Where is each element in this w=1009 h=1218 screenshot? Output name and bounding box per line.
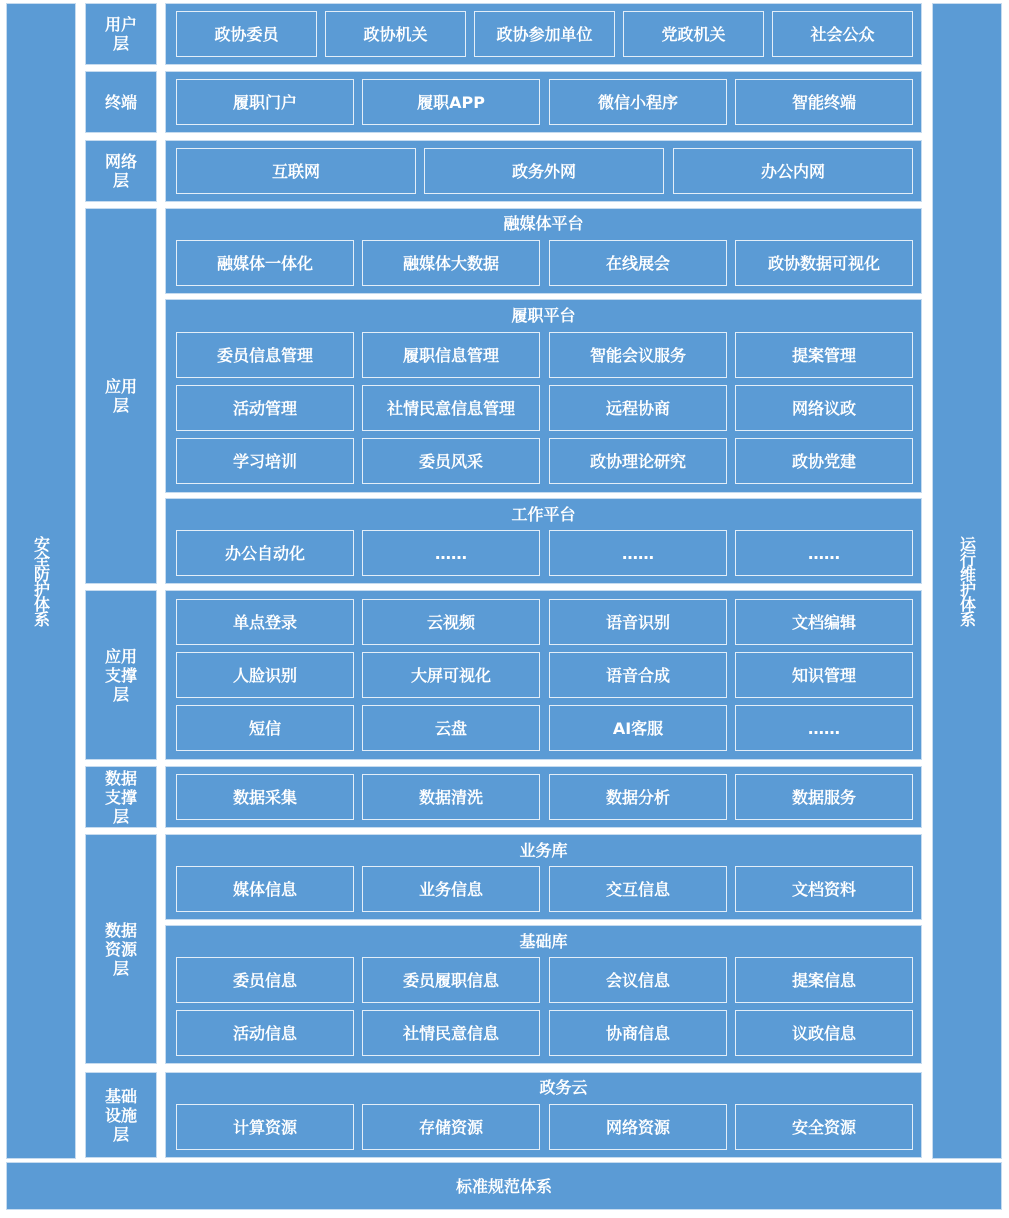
app-support-item: 单点登录 [176, 599, 354, 645]
user-item: 社会公众 [772, 11, 913, 57]
network-item: 办公内网 [673, 148, 913, 194]
duty-platform-item: 活动管理 [176, 385, 354, 431]
infrastructure-layer-label: 基础 设施 层 [104, 1086, 137, 1144]
base-db-item: 活动信息 [176, 1010, 354, 1056]
base-db-item: 委员信息 [176, 957, 354, 1003]
business-db-item: 业务信息 [362, 866, 540, 912]
duty-platform-item: 社情民意信息管理 [362, 385, 540, 431]
duty-platform-item: 政协理论研究 [549, 438, 727, 484]
app-support-item: 文档编辑 [735, 599, 913, 645]
app-support-item: 人脸识别 [176, 652, 354, 698]
data-support-item: 数据采集 [176, 774, 354, 820]
duty-platform-item: 智能会议服务 [549, 332, 727, 378]
work-platform-item: …… [735, 530, 913, 576]
work-platform-item: …… [362, 530, 540, 576]
business-db [165, 834, 922, 920]
app-support-item: 云视频 [362, 599, 540, 645]
work-platform [165, 498, 922, 584]
user-layer [165, 3, 922, 65]
network-layer [165, 140, 922, 202]
application-layer-label: 应用 层 [104, 377, 137, 415]
media-platform-item: 在线展会 [549, 240, 727, 286]
work-platform-item: 办公自动化 [176, 530, 354, 576]
gov-cloud [165, 1072, 922, 1158]
user-item: 政协机关 [325, 11, 466, 57]
user-item: 党政机关 [623, 11, 764, 57]
user-layer-label-box [85, 3, 157, 65]
duty-platform-item: 提案管理 [735, 332, 913, 378]
data-support-layer [165, 766, 922, 828]
base-db-item: 委员履职信息 [362, 957, 540, 1003]
terminal-item: 智能终端 [735, 79, 913, 125]
base-db-item: 提案信息 [735, 957, 913, 1003]
terminal-item: 履职门户 [176, 79, 354, 125]
base-db-item: 议政信息 [735, 1010, 913, 1056]
base-db-item: 会议信息 [549, 957, 727, 1003]
standards-system-label: 标准规范体系 [455, 1176, 552, 1196]
duty-platform [165, 299, 922, 493]
network-layer-label-box [85, 140, 157, 202]
duty-platform-item: 委员风采 [362, 438, 540, 484]
data-support-item: 数据服务 [735, 774, 913, 820]
duty-platform-item: 网络议政 [735, 385, 913, 431]
app-support-item: 短信 [176, 705, 354, 751]
user-item: 政协参加单位 [474, 11, 615, 57]
duty-platform-title: 履职平台 [511, 306, 576, 325]
infrastructure-layer-label-box [85, 1072, 157, 1158]
user-layer-label: 用户 层 [104, 15, 137, 53]
standards-system-bar [6, 1162, 1002, 1210]
media-platform-item: 政协数据可视化 [735, 240, 913, 286]
app-support-item: 云盘 [362, 705, 540, 751]
work-platform-title: 工作平台 [511, 505, 576, 524]
media-platform-item: 融媒体大数据 [362, 240, 540, 286]
terminal-layer-label: 终端 [104, 92, 137, 112]
base-db [165, 925, 922, 1064]
user-item: 政协委员 [176, 11, 317, 57]
terminal-item: 微信小程序 [549, 79, 727, 125]
data-resource-layer-label: 数据 资源 层 [104, 920, 137, 978]
network-item: 政务外网 [424, 148, 664, 194]
data-resource-layer-label-box [85, 834, 157, 1064]
gov-cloud-item: 存储资源 [362, 1104, 540, 1150]
data-support-layer-label: 数据 支撑 层 [104, 768, 137, 826]
security-system-label: 安全防护体系 [31, 536, 51, 626]
base-db-item: 社情民意信息 [362, 1010, 540, 1056]
data-support-item: 数据分析 [549, 774, 727, 820]
gov-cloud-item: 网络资源 [549, 1104, 727, 1150]
business-db-item: 媒体信息 [176, 866, 354, 912]
network-layer-label: 网络 层 [104, 152, 137, 190]
terminal-item: 履职APP [362, 79, 540, 125]
duty-platform-item: 学习培训 [176, 438, 354, 484]
security-system-bar [6, 3, 76, 1159]
data-support-layer-label-box [85, 766, 157, 828]
gov-cloud-item: 计算资源 [176, 1104, 354, 1150]
business-db-item: 交互信息 [549, 866, 727, 912]
terminal-layer [165, 71, 922, 133]
business-db-item: 文档资料 [735, 866, 913, 912]
data-support-item: 数据清洗 [362, 774, 540, 820]
duty-platform-item: 政协党建 [735, 438, 913, 484]
app-support-item: …… [735, 705, 913, 751]
operations-system-bar [932, 3, 1002, 1159]
app-support-item: 大屏可视化 [362, 652, 540, 698]
operations-system-label: 运行维护体系 [957, 536, 977, 626]
duty-platform-item: 履职信息管理 [362, 332, 540, 378]
duty-platform-item: 委员信息管理 [176, 332, 354, 378]
network-item: 互联网 [176, 148, 416, 194]
business-db-title: 业务库 [519, 841, 568, 860]
app-support-item: 语音识别 [549, 599, 727, 645]
work-platform-item: …… [549, 530, 727, 576]
base-db-item: 协商信息 [549, 1010, 727, 1056]
duty-platform-item: 远程协商 [549, 385, 727, 431]
app-support-layer-label: 应用 支撑 层 [104, 646, 137, 704]
terminal-layer-label-box [85, 71, 157, 133]
app-support-item: AI客服 [549, 705, 727, 751]
app-support-item: 语音合成 [549, 652, 727, 698]
media-platform-item: 融媒体一体化 [176, 240, 354, 286]
app-support-item: 知识管理 [735, 652, 913, 698]
app-support-layer [165, 590, 922, 760]
media-platform-title: 融媒体平台 [503, 214, 584, 233]
app-support-layer-label-box [85, 590, 157, 760]
gov-cloud-item: 安全资源 [735, 1104, 913, 1150]
application-layer-label-box [85, 208, 157, 584]
base-db-title: 基础库 [519, 932, 568, 951]
media-platform [165, 208, 922, 294]
gov-cloud-title: 政务云 [539, 1078, 588, 1097]
